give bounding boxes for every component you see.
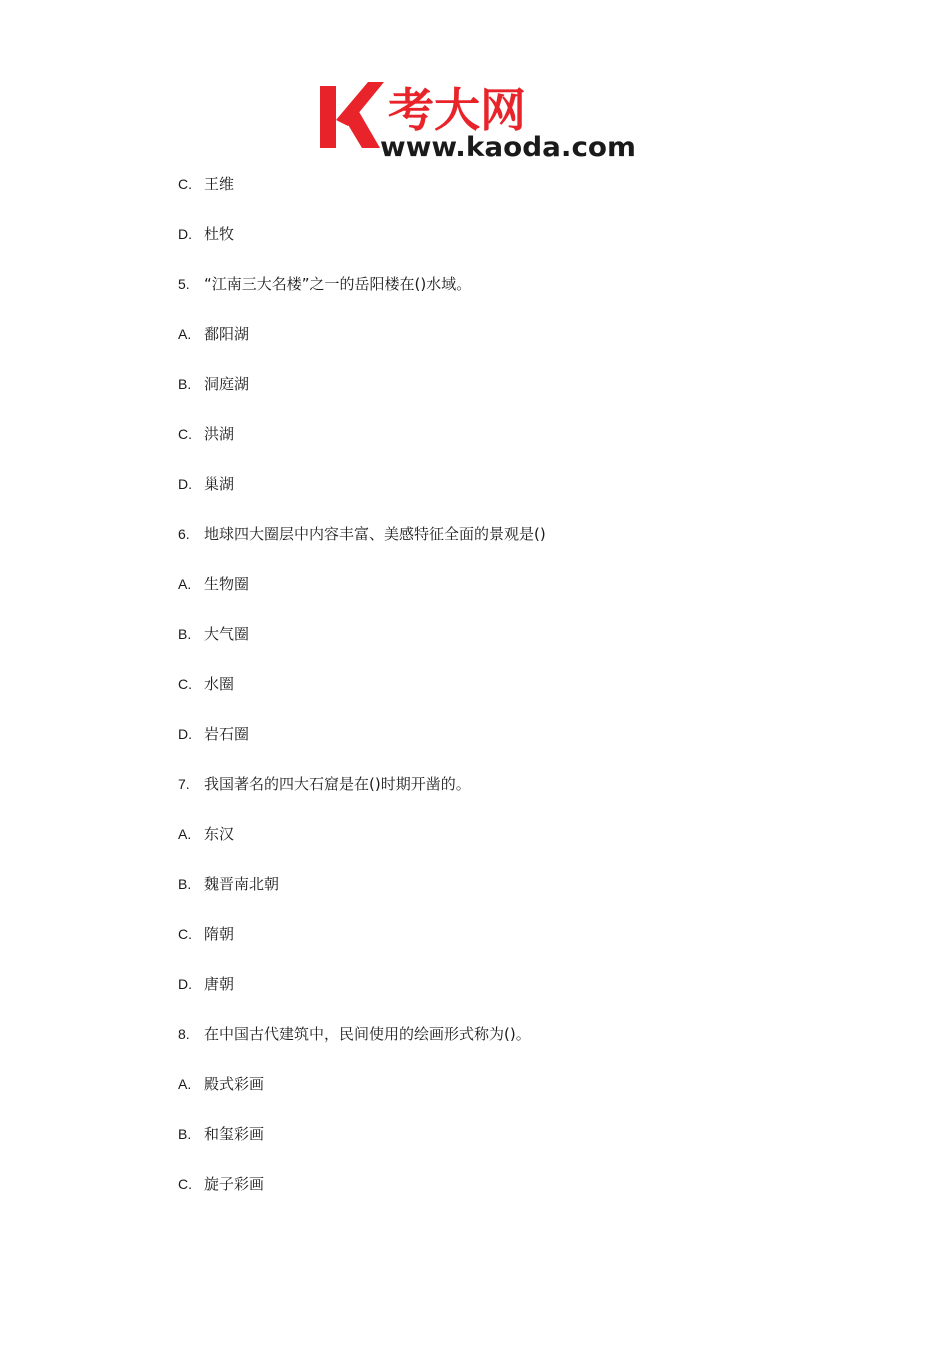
option-text: 水圈 (204, 675, 235, 693)
question-text: 地球四大圈层中内容丰富、美感特征全面的景观是() (204, 525, 546, 543)
option-line (178, 322, 778, 372)
option-line (178, 572, 778, 622)
option-label: D. (178, 726, 192, 742)
option-text: 洪湖 (204, 425, 235, 443)
option-line (178, 822, 778, 872)
option-label: B. (178, 626, 192, 642)
logo-brand-cn: 考大网 (388, 83, 526, 137)
option-label: A. (178, 1076, 192, 1092)
option-line (178, 972, 778, 1022)
kaoda-logo (318, 76, 638, 160)
option-text: 隋朝 (204, 925, 235, 943)
question-text: “江南三大名楼”之一的岳阳楼在()水域。 (204, 275, 472, 293)
question-number: 6. (178, 526, 190, 542)
option-text: 岩石圈 (204, 725, 250, 743)
option-text: 洞庭湖 (204, 375, 250, 393)
option-text: 魏晋南北朝 (204, 875, 280, 893)
option-line (178, 922, 778, 972)
question-line (178, 522, 778, 572)
option-text: 巢湖 (204, 475, 235, 493)
option-label: C. (178, 676, 192, 692)
question-line (178, 1022, 778, 1072)
question-line (178, 272, 778, 322)
option-text: 大气圈 (204, 625, 250, 643)
option-label: A. (178, 576, 192, 592)
option-text: 杜牧 (204, 225, 235, 243)
option-label: D. (178, 476, 192, 492)
question-number: 8. (178, 1026, 190, 1042)
question-text: 我国著名的四大石窟是在()时期开凿的。 (204, 775, 471, 793)
option-label: B. (178, 1126, 192, 1142)
option-label: C. (178, 1176, 192, 1192)
option-line (178, 1072, 778, 1122)
option-line (178, 422, 778, 472)
option-label: C. (178, 926, 192, 942)
option-line (178, 222, 778, 272)
question-number: 7. (178, 776, 190, 792)
option-label: D. (178, 226, 192, 242)
question-list (178, 172, 778, 1222)
option-text: 殿式彩画 (204, 1075, 265, 1093)
logo-url: www.kaoda.com (380, 132, 636, 160)
option-line (178, 622, 778, 672)
option-label: C. (178, 176, 192, 192)
option-line (178, 1122, 778, 1172)
option-text: 旋子彩画 (204, 1175, 265, 1193)
option-line (178, 472, 778, 522)
question-number: 5. (178, 276, 190, 292)
question-text: 在中国古代建筑中，民间使用的绘画形式称为()。 (204, 1025, 531, 1043)
kaoda-logo-graphic (318, 76, 638, 160)
option-line (178, 872, 778, 922)
option-label: B. (178, 376, 192, 392)
option-line (178, 672, 778, 722)
question-line (178, 772, 778, 822)
option-label: D. (178, 976, 192, 992)
option-text: 鄱阳湖 (204, 325, 250, 343)
option-line (178, 172, 778, 222)
option-label: A. (178, 826, 192, 842)
option-line (178, 372, 778, 422)
option-text: 东汉 (204, 825, 235, 843)
option-line (178, 722, 778, 772)
option-text: 唐朝 (204, 975, 235, 993)
option-label: B. (178, 876, 192, 892)
option-text: 和玺彩画 (204, 1125, 265, 1143)
option-label: A. (178, 326, 192, 342)
k-letter-mark (320, 82, 384, 148)
option-line (178, 1172, 778, 1222)
option-text: 生物圈 (204, 575, 250, 593)
option-text: 王维 (204, 175, 235, 193)
option-label: C. (178, 426, 192, 442)
